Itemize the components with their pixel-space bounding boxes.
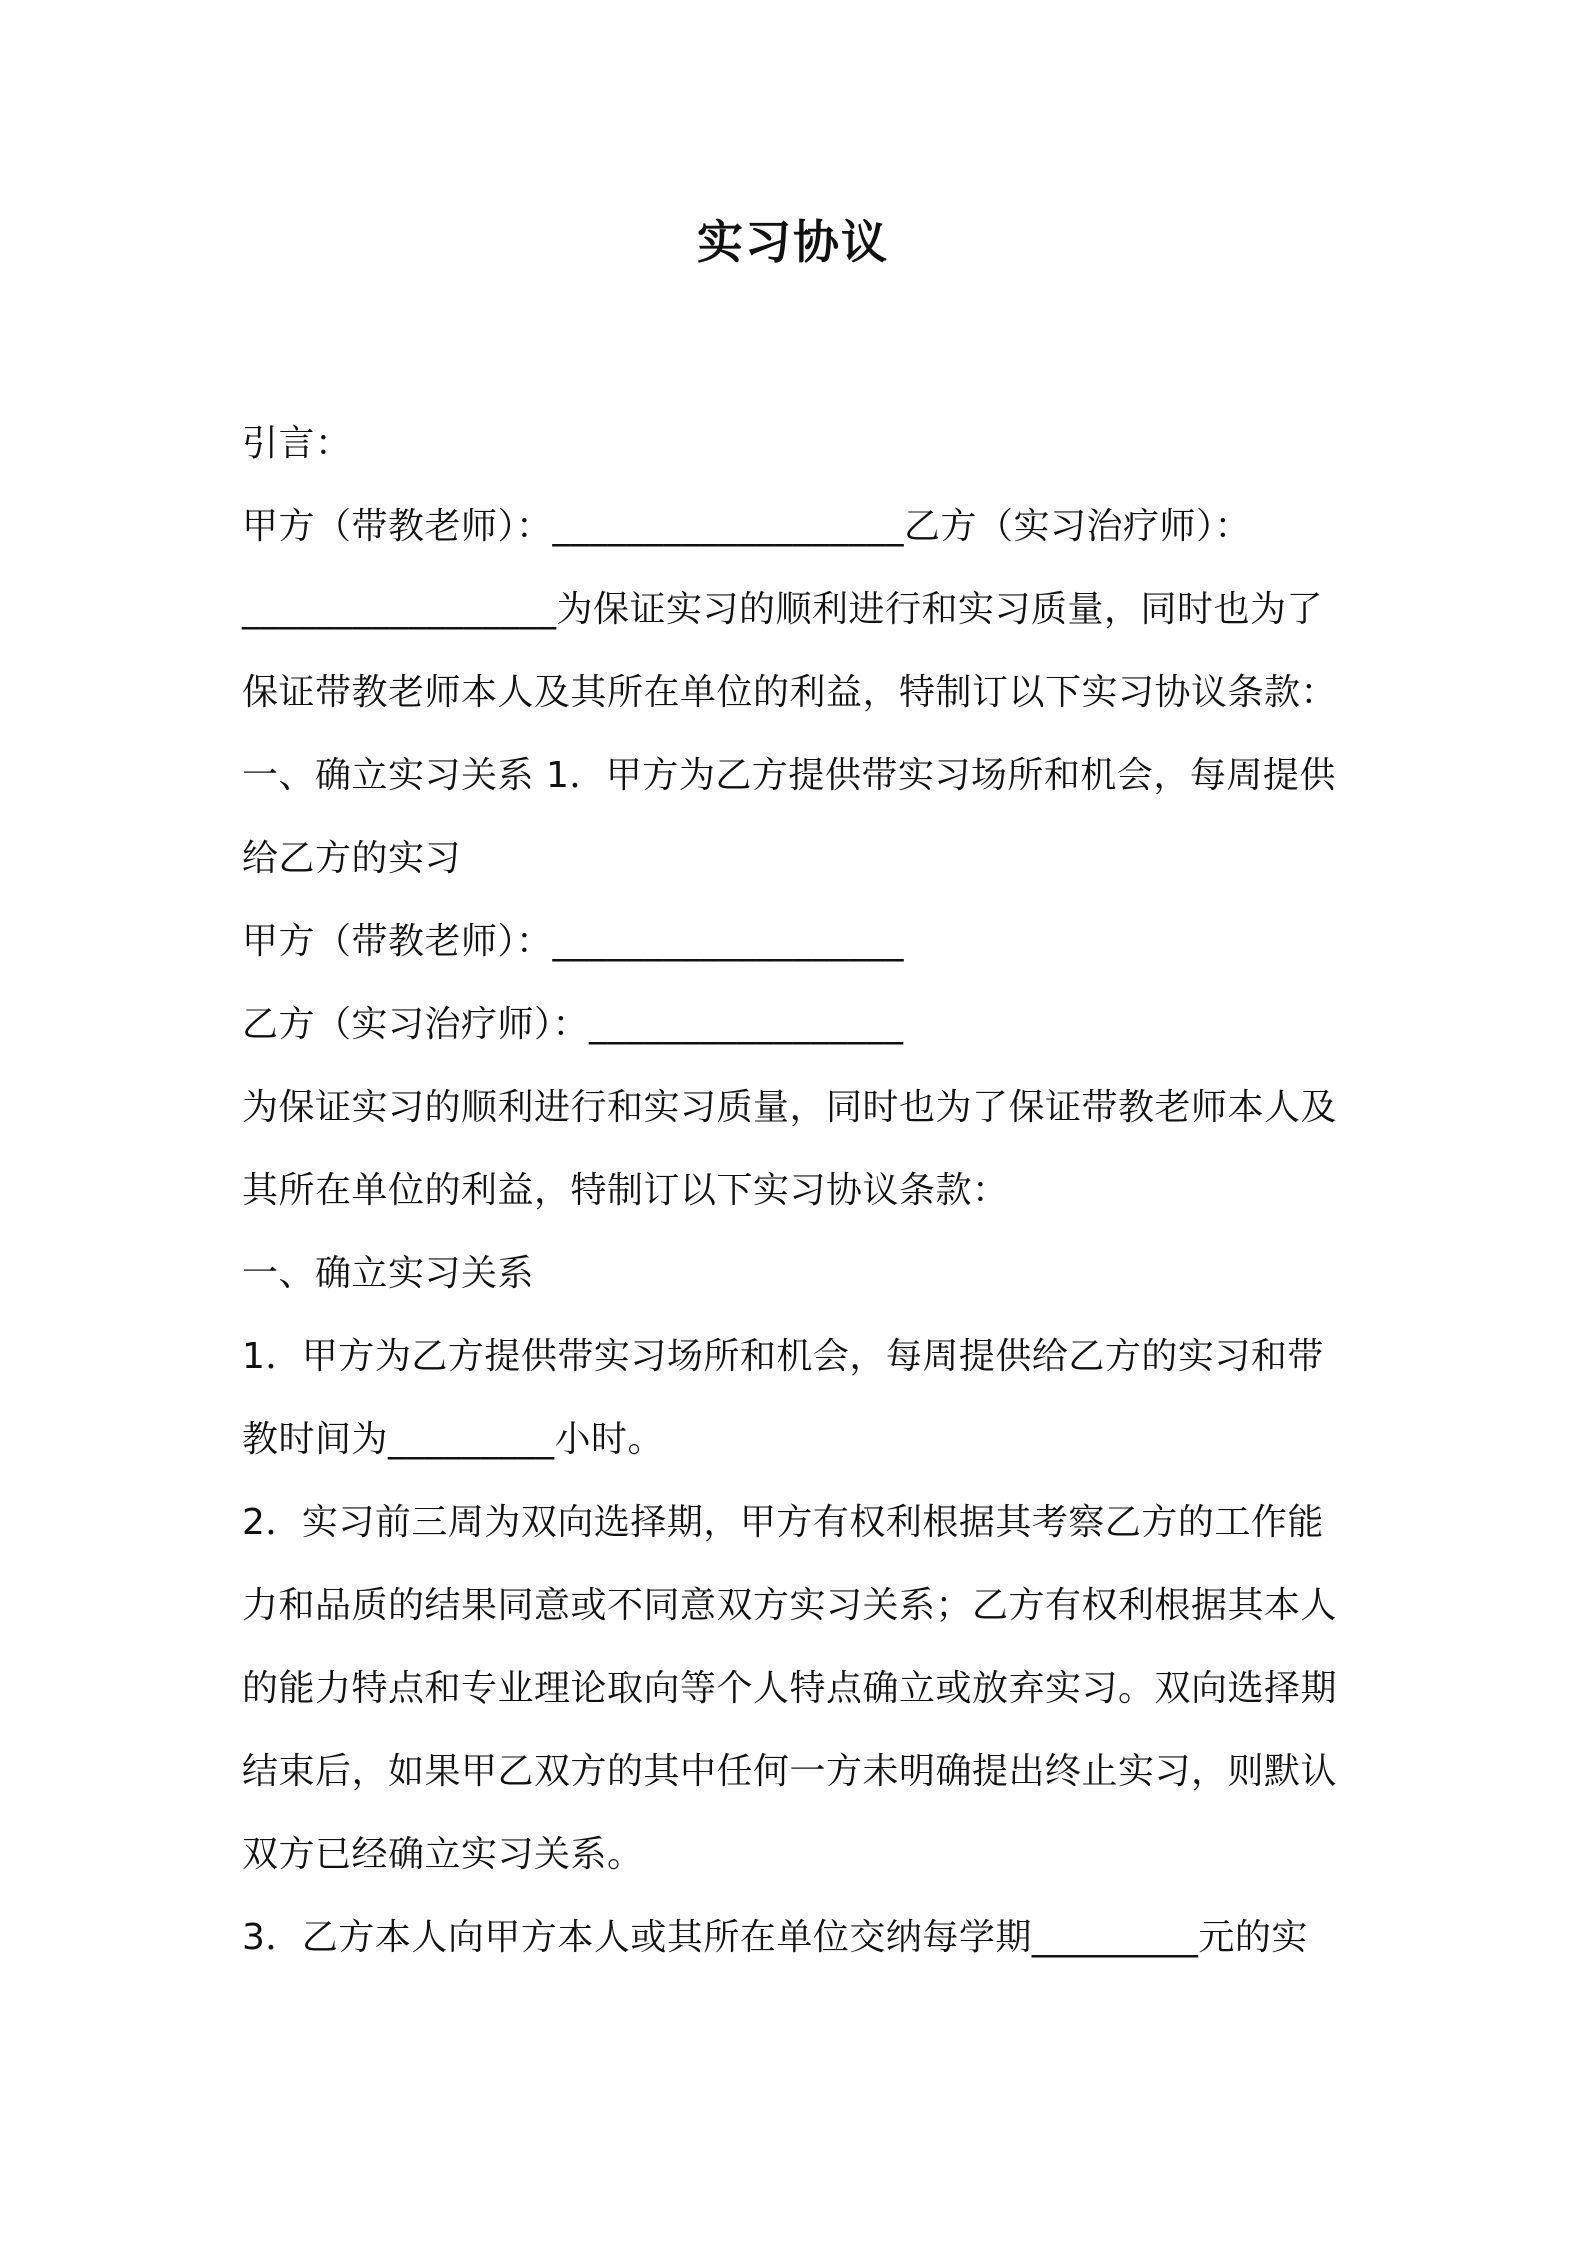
- text-line: 甲方（带教老师）：___________________: [242, 921, 905, 962]
- text-line: 力和品质的结果同意或不同意双方实习关系；乙方有权利根据其本人: [242, 1585, 1338, 1626]
- document-title: 实习协议: [697, 215, 889, 269]
- document-body: [242, 402, 1362, 1979]
- text-line: _________________为保证实习的顺利进行和实习质量，同时也为了: [242, 589, 1324, 630]
- text-line: 给乙方的实习: [242, 838, 462, 879]
- text-line: 3．乙方本人向甲方本人或其所在单位交纳每学期_________元的实: [242, 1917, 1308, 1958]
- text-line: 乙方（实习治疗师）：_________________: [242, 1004, 904, 1045]
- text-line: 引言：: [242, 423, 352, 464]
- text-line: 1．甲方为乙方提供带实习场所和机会，每周提供给乙方的实习和带: [242, 1336, 1324, 1377]
- text-line: 甲方（带教老师）：___________________乙方（实习治疗师）：: [242, 506, 1252, 547]
- text-line: 一、确立实习关系: [242, 1253, 535, 1294]
- text-line: 保证带教老师本人及其所在单位的利益，特制订以下实习协议条款：: [242, 672, 1338, 713]
- text-line: 的能力特点和专业理论取向等个人特点确立或放弃实习。双向选择期: [242, 1668, 1338, 1709]
- text-line: 双方已经确立实习关系。: [242, 1834, 644, 1875]
- text-line: 其所在单位的利益，特制订以下实习协议条款：: [242, 1170, 1009, 1211]
- text-line: 教时间为_________小时。: [242, 1419, 665, 1460]
- text-line: 2．实习前三周为双向选择期，甲方有权利根据其考察乙方的工作能: [242, 1502, 1324, 1543]
- text-line: 为保证实习的顺利进行和实习质量，同时也为了保证带教老师本人及: [242, 1087, 1338, 1128]
- text-line: 一、确立实习关系 1．甲方为乙方提供带实习场所和机会，每周提供: [242, 755, 1336, 796]
- text-line: 结束后，如果甲乙双方的其中任何一方未明确提出终止实习，则默认: [242, 1751, 1338, 1792]
